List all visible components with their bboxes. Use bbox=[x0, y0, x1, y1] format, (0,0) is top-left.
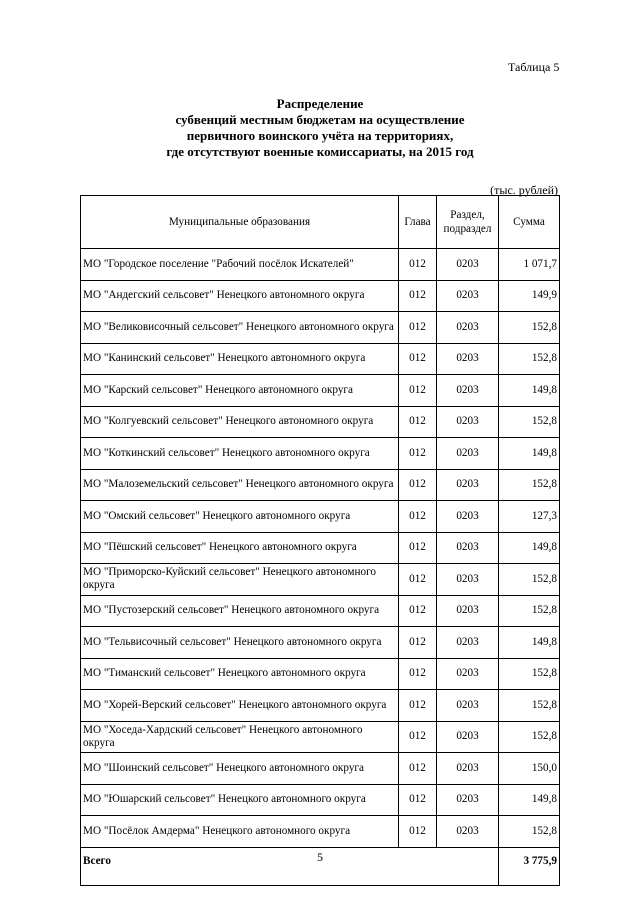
sum-cell: 149,8 bbox=[499, 532, 560, 564]
glava-cell: 012 bbox=[399, 469, 437, 501]
sum-cell: 149,8 bbox=[499, 438, 560, 470]
sum-cell: 152,8 bbox=[499, 469, 560, 501]
table-row bbox=[81, 438, 560, 470]
column-header-summa: Сумма bbox=[499, 196, 560, 249]
municipality-cell: МО "Великовисочный сельсовет" Ненецкого автономного округа bbox=[81, 312, 399, 344]
table-header-row bbox=[81, 196, 560, 249]
glava-cell: 012 bbox=[399, 690, 437, 722]
municipality-cell: МО "Шоинский сельсовет" Ненецкого автономного округа bbox=[81, 753, 399, 785]
glava-cell: 012 bbox=[399, 595, 437, 627]
municipality-cell: МО "Карский сельсовет" Ненецкого автономного округа bbox=[81, 375, 399, 407]
table-row bbox=[81, 501, 560, 533]
glava-cell: 012 bbox=[399, 658, 437, 690]
municipality-cell: МО "Посёлок Амдерма" Ненецкого автономного округа bbox=[81, 816, 399, 848]
table-row bbox=[81, 564, 560, 596]
razdel-cell: 0203 bbox=[437, 280, 499, 312]
table-row bbox=[81, 343, 560, 375]
razdel-cell: 0203 bbox=[437, 595, 499, 627]
glava-cell: 012 bbox=[399, 627, 437, 659]
table-row bbox=[81, 721, 560, 753]
glava-cell: 012 bbox=[399, 501, 437, 533]
razdel-cell: 0203 bbox=[437, 658, 499, 690]
table-row bbox=[81, 784, 560, 816]
municipality-cell: МО "Коткинский сельсовет" Ненецкого автономного округа bbox=[81, 438, 399, 470]
municipality-cell: МО "Андегский сельсовет" Ненецкого автономного округа bbox=[81, 280, 399, 312]
glava-cell: 012 bbox=[399, 564, 437, 596]
table-row bbox=[81, 469, 560, 501]
razdel-cell: 0203 bbox=[437, 438, 499, 470]
sum-cell: 152,8 bbox=[499, 658, 560, 690]
glava-cell: 012 bbox=[399, 343, 437, 375]
glava-cell: 012 bbox=[399, 784, 437, 816]
razdel-cell: 0203 bbox=[437, 375, 499, 407]
column-header-glava: Глава bbox=[399, 196, 437, 249]
sum-cell: 152,8 bbox=[499, 406, 560, 438]
municipality-cell: МО "Малоземельский сельсовет" Ненецкого автономного округа bbox=[81, 469, 399, 501]
table-row bbox=[81, 249, 560, 281]
sum-cell: 149,8 bbox=[499, 627, 560, 659]
total-sum: 3 775,9 bbox=[499, 847, 560, 885]
sum-cell: 152,8 bbox=[499, 690, 560, 722]
column-header-municipality: Муниципальные образования bbox=[81, 196, 399, 249]
municipality-cell: МО "Хоседа-Хардский сельсовет" Ненецкого автономного округа bbox=[81, 721, 399, 753]
municipality-cell: МО "Канинский сельсовет" Ненецкого автономного округа bbox=[81, 343, 399, 375]
title-line: субвенций местным бюджетам на осуществление bbox=[175, 112, 465, 127]
table-body bbox=[81, 249, 560, 848]
glava-cell: 012 bbox=[399, 375, 437, 407]
razdel-cell: 0203 bbox=[437, 249, 499, 281]
sum-cell: 127,3 bbox=[499, 501, 560, 533]
sum-cell: 152,8 bbox=[499, 312, 560, 344]
distribution-table bbox=[80, 195, 560, 886]
title-line: Распределение bbox=[276, 96, 364, 111]
razdel-cell: 0203 bbox=[437, 816, 499, 848]
document-title bbox=[0, 96, 640, 160]
glava-cell: 012 bbox=[399, 753, 437, 785]
sum-cell: 152,8 bbox=[499, 564, 560, 596]
page-number: 5 bbox=[317, 850, 323, 864]
glava-cell: 012 bbox=[399, 438, 437, 470]
municipality-cell: МО "Пёшский сельсовет" Ненецкого автономного округа bbox=[81, 532, 399, 564]
table-row bbox=[81, 658, 560, 690]
municipality-cell: МО "Городское поселение "Рабочий посёлок Искателей" bbox=[81, 249, 399, 281]
sum-cell: 149,9 bbox=[499, 280, 560, 312]
razdel-cell: 0203 bbox=[437, 343, 499, 375]
razdel-cell: 0203 bbox=[437, 469, 499, 501]
razdel-cell: 0203 bbox=[437, 532, 499, 564]
razdel-cell: 0203 bbox=[437, 406, 499, 438]
sum-cell: 1 071,7 bbox=[499, 249, 560, 281]
table-number-label: Таблица 5 bbox=[508, 60, 560, 74]
table-row bbox=[81, 312, 560, 344]
municipality-cell: МО "Юшарский сельсовет" Ненецкого автономного округа bbox=[81, 784, 399, 816]
razdel-cell: 0203 bbox=[437, 753, 499, 785]
table-row bbox=[81, 595, 560, 627]
table-row bbox=[81, 690, 560, 722]
table-row bbox=[81, 532, 560, 564]
razdel-cell: 0203 bbox=[437, 721, 499, 753]
municipality-cell: МО "Приморско-Куйский сельсовет" Ненецкого автономного округа bbox=[81, 564, 399, 596]
razdel-cell: 0203 bbox=[437, 564, 499, 596]
razdel-cell: 0203 bbox=[437, 627, 499, 659]
table-row bbox=[81, 406, 560, 438]
sum-cell: 152,8 bbox=[499, 721, 560, 753]
table-row bbox=[81, 816, 560, 848]
sum-cell: 149,8 bbox=[499, 375, 560, 407]
glava-cell: 012 bbox=[399, 312, 437, 344]
title-line: первичного воинского учёта на территориях, bbox=[186, 128, 454, 143]
sum-cell: 152,8 bbox=[499, 816, 560, 848]
units-note: (тыс. рублей) bbox=[490, 183, 558, 197]
razdel-cell: 0203 bbox=[437, 690, 499, 722]
sum-cell: 149,8 bbox=[499, 784, 560, 816]
sum-cell: 152,8 bbox=[499, 343, 560, 375]
razdel-cell: 0203 bbox=[437, 312, 499, 344]
glava-cell: 012 bbox=[399, 721, 437, 753]
table-row bbox=[81, 375, 560, 407]
municipality-cell: МО "Омский сельсовет" Ненецкого автономного округа bbox=[81, 501, 399, 533]
column-header-razdel: Раздел, подраздел bbox=[437, 196, 499, 249]
glava-cell: 012 bbox=[399, 532, 437, 564]
municipality-cell: МО "Тельвисочный сельсовет" Ненецкого автономного округа bbox=[81, 627, 399, 659]
sum-cell: 152,8 bbox=[499, 595, 560, 627]
table-row bbox=[81, 753, 560, 785]
glava-cell: 012 bbox=[399, 406, 437, 438]
glava-cell: 012 bbox=[399, 280, 437, 312]
table-row bbox=[81, 280, 560, 312]
municipality-cell: МО "Тиманский сельсовет" Ненецкого автономного округа bbox=[81, 658, 399, 690]
title-line: где отсутствуют военные комиссариаты, на 2015 год bbox=[166, 144, 474, 159]
municipality-cell: МО "Хорей-Верский сельсовет" Ненецкого автономного округа bbox=[81, 690, 399, 722]
sum-cell: 150,0 bbox=[499, 753, 560, 785]
total-label: Всего bbox=[81, 847, 499, 885]
table-row bbox=[81, 627, 560, 659]
glava-cell: 012 bbox=[399, 816, 437, 848]
municipality-cell: МО "Колгуевский сельсовет" Ненецкого автономного округа bbox=[81, 406, 399, 438]
municipality-cell: МО "Пустозерский сельсовет" Ненецкого автономного округа bbox=[81, 595, 399, 627]
glava-cell: 012 bbox=[399, 249, 437, 281]
razdel-cell: 0203 bbox=[437, 501, 499, 533]
razdel-cell: 0203 bbox=[437, 784, 499, 816]
